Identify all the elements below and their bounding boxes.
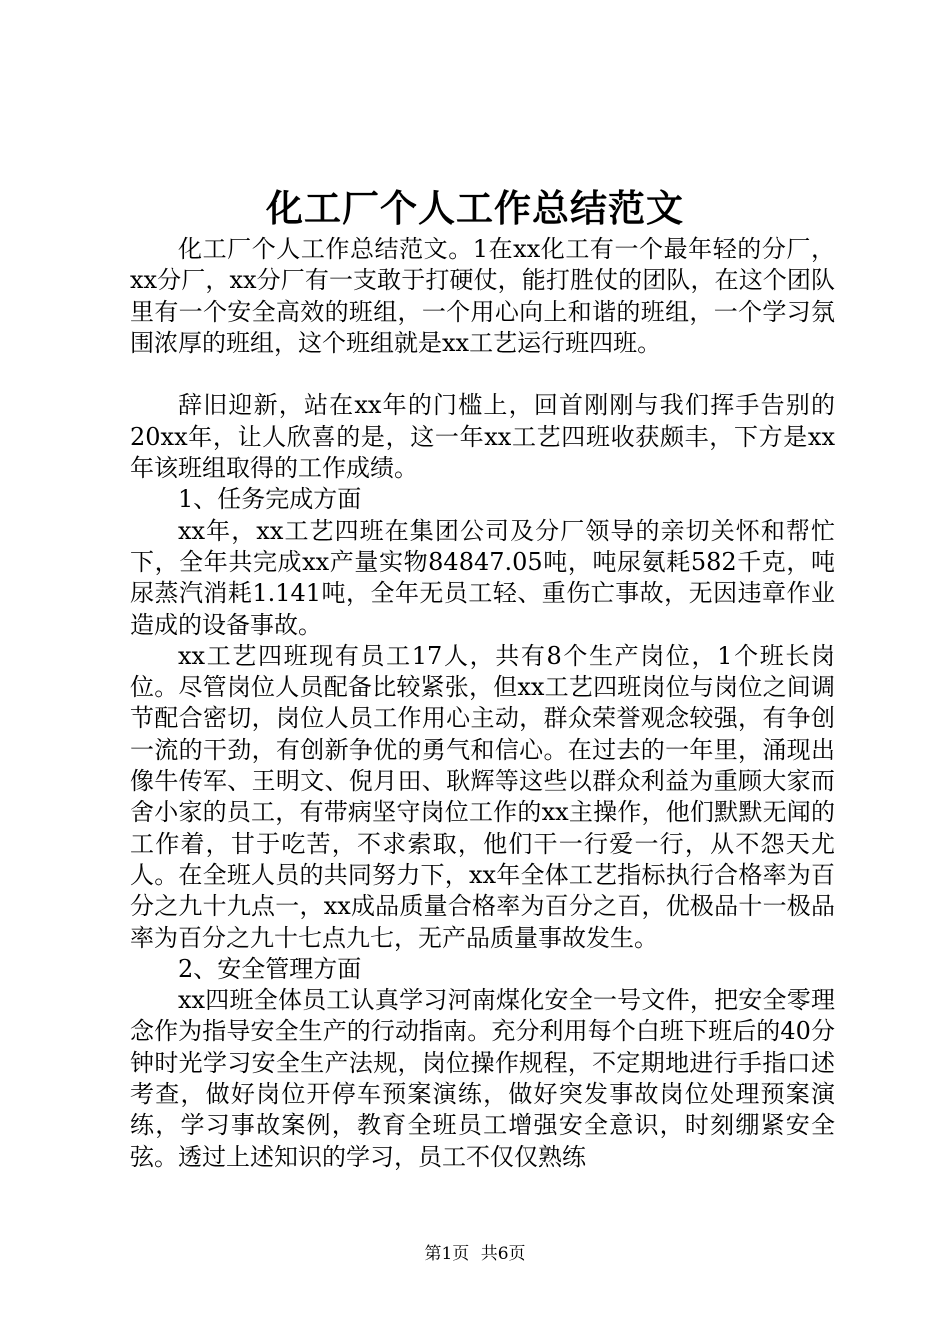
- paragraph-new-year: 辞旧迎新，站在xx年的门槛上，回首刚刚与我们挥手告别的20xx年，让人欣喜的是，这一年xx工艺四班收获颇丰，下方是xx年该班组取得的工作成绩。: [130, 391, 835, 483]
- section-heading-safety: 2、安全管理方面: [178, 954, 362, 983]
- paragraph-task-results: xx年，xx工艺四班在集团公司及分厂领导的亲切关怀和帮忙下，全年共完成xx产量实物84847.05吨，吨尿氨耗582千克，吨尿蒸汽消耗1.141吨，全年无员工轻、重伤亡事故，无因违章作业造成的设备事故。: [130, 516, 835, 639]
- section-heading-task: 1、任务完成方面: [178, 485, 362, 514]
- page-footer: [0, 1243, 950, 1265]
- page-number: 第1页: [424, 1244, 470, 1264]
- page-total: 共6页: [480, 1244, 526, 1264]
- paragraph-safety: xx四班全体员工认真学习河南煤化安全一号文件，把安全零理念作为指导安全生产的行动指南。充分利用每个白班下班后的40分钟时光学习安全生产法规，岗位操作规程，不定期地进行手指口述考查，做好岗位开停车预案演练，做好突发事故岗位处理预案演练，学习事故案例，教育全班员工增强安全意识，时刻绷紧安全弦。透过上述知识的学习，员工不仅仅熟练: [130, 986, 835, 1171]
- document-title: 化工厂个人工作总结范文: [266, 186, 684, 230]
- document-body: [130, 234, 835, 1173]
- paragraph-team-staff: xx工艺四班现有员工17人，共有8个生产岗位，1个班长岗位。尽管岗位人员配备比较紧张，但xx工艺四班岗位与岗位之间调节配合密切，岗位人员工作用心主动，群众荣誉观念较强，有争创一流的干劲，有创新争优的勇气和信心。在过去的一年里，涌现出像牛传军、王明文、倪月田、耿辉等这些以群众利益为重顾大家而舍小家的员工，有带病坚守岗位工作的xx主操作，他们默默无闻的工作着，甘于吃苦，不求索取，他们干一行爱一行，从不怨天尤人。在全班人员的共同努力下，xx年全体工艺指标执行合格率为百分之九十九点一，xx成品质量合格率为百分之百，优极品十一极品率为百分之九十七点九七，无产品质量事故发生。: [130, 641, 835, 952]
- paragraph-intro: 化工厂个人工作总结范文。1在xx化工有一个最年轻的分厂，xx分厂，xx分厂有一支敢于打硬仗，能打胜仗的团队，在这个团队里有一个安全高效的班组，一个用心向上和谐的班组，一个学习氛围浓厚的班组，这个班组就是xx工艺运行班四班。: [130, 235, 835, 357]
